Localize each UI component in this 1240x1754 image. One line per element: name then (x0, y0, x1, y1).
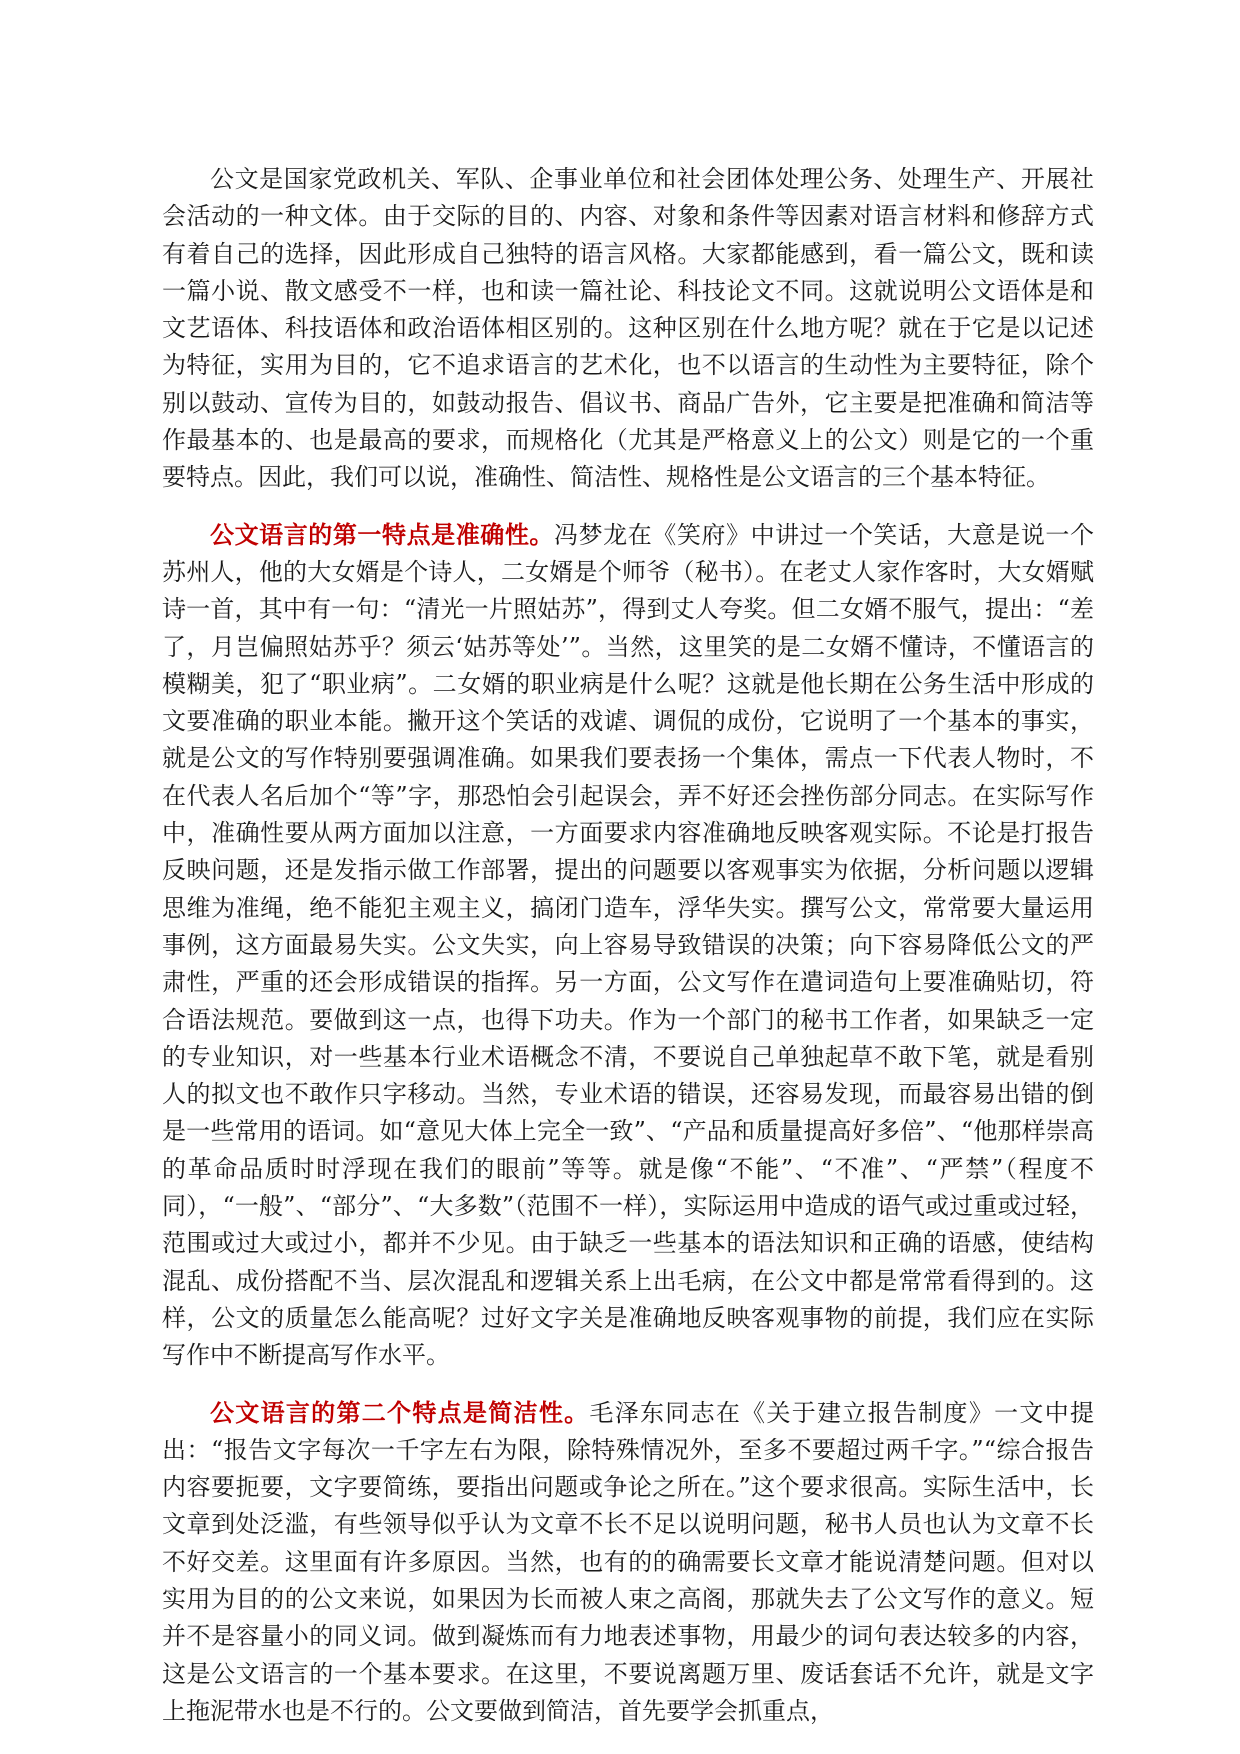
paragraph-lead-accuracy: 公文语言的第一特点是准确性。 (210, 519, 554, 549)
paragraph-intro (162, 160, 1094, 497)
paragraph-conciseness (162, 1394, 1094, 1731)
paragraph-accuracy (162, 516, 1094, 1375)
paragraph-text: 毛泽东同志在《关于建立报告制度》一文中提出：“报告文字每次一千字左右为限，除特殊情况外，至多不要超过两千字。”“综合报告内容要扼要，文字要简练，要指出问题或争论之所在。”这个要求很高。实际生活中，长文章到处泛滥，有些领导似乎认为文章不长不足以说明问题，秘书人员也认为文章不长不好交差。这里面有许多原因。当然，也有的的确需要长文章才能说清楚问题。但对以实用为目的的公文来说，如果因为长而被人束之高阁，那就失去了公文写作的意义。短并不是容量小的同义词。做到凝炼而有力地表述事物，用最少的词句表达较多的内容，这是公文语言的一个基本要求。在这里，不要说离题万里、废话套话不允许，就是文字上拖泥带水也是不行的。公文要做到简洁，首先要学会抓重点， (162, 1398, 1095, 1725)
paragraph-text: 冯梦龙在《笑府》中讲过一个笑话，大意是说一个苏州人，他的大女婿是个诗人，二女婿是个师爷（秘书）。在老丈人家作客时，大女婿赋诗一首，其中有一句：“清光一片照姑苏”，得到丈人夸奖。但二女婿不服气，提出：“差了，月岂偏照姑苏乎？须云‘姑苏等处’”。当然，这里笑的是二女婿不懂诗，不懂语言的模糊美，犯了“职业病”。二女婿的职业病是什么呢？这就是他长期在公务生活中形成的文要准确的职业本能。撇开这个笑话的戏谑、调侃的成份，它说明了一个基本的事实，就是公文的写作特别要强调准确。如果我们要表扬一个集体，需点一下代表人物时，不在代表人名后加个“等”字，那恐怕会引起误会，弄不好还会挫伤部分同志。在实际写作中，准确性要从两方面加以注意，一方面要求内容准确地反映客观实际。不论是打报告反映问题，还是发指示做工作部署，提出的问题要以客观事实为依据，分析问题以逻辑思维为准绳，绝不能犯主观主义，搞闭门造车，浮华失实。撰写公文，常常要大量运用事例，这方面最易失实。公文失实，向上容易导致错误的决策；向下容易降低公文的严肃性，严重的还会形成错误的指挥。另一方面，公文写作在遣词造句上要准确贴切，符合语法规范。要做到这一点，也得下功夫。作为一个部门的秘书工作者，如果缺乏一定的专业知识，对一些基本行业术语概念不清，不要说自己单独起草不敢下笔，就是看别人的拟文也不敢作只字移动。当然，专业术语的错误，还容易发现，而最容易出错的倒是一些常用的语词。如“意见大体上完全一致”、“产品和质量提高好多倍”、“他那样崇高的革命品质时时浮现在我们的眼前”等等。就是像“不能”、“不准”、“严禁”（程度不同），“一般”、“部分”、“大多数”（范围不一样），实际运用中造成的语气或过重或过轻，范围或过大或过小，都并不少见。由于缺乏一些基本的语法知识和正确的语感，使结构混乱、成份搭配不当、层次混乱和逻辑关系上出毛病，在公文中都是常常看得到的。这样，公文的质量怎么能高呢？过好文字关是准确地反映客观事物的前提，我们应在实际写作中不断提高写作水平。 (162, 520, 1094, 1370)
document-body (162, 160, 1094, 1730)
paragraph-lead-conciseness: 公文语言的第二个特点是简洁性。 (210, 1397, 590, 1427)
paragraph-text: 公文是国家党政机关、军队、企事业单位和社会团体处理公务、处理生产、开展社会活动的一种文体。由于交际的目的、内容、对象和条件等因素对语言材料和修辞方式有着自己的选择，因此形成自己独特的语言风格。大家都能感到，看一篇公文，既和读一篇小说、散文感受不一样，也和读一篇社论、科技论文不同。这就说明公文语体是和文艺语体、科技语体和政治语体相区别的。这种区别在什么地方呢？就在于它是以记述为特征，实用为目的，它不追求语言的艺术化，也不以语言的生动性为主要特征，除个别以鼓动、宣传为目的，如鼓动报告、倡议书、商品广告外，它主要是把准确和简洁等作最基本的、也是最高的要求，而规格化（尤其是严格意义上的公文）则是它的一个重要特点。因此，我们可以说，准确性、简洁性、规格性是公文语言的三个基本特征。 (162, 165, 1094, 492)
